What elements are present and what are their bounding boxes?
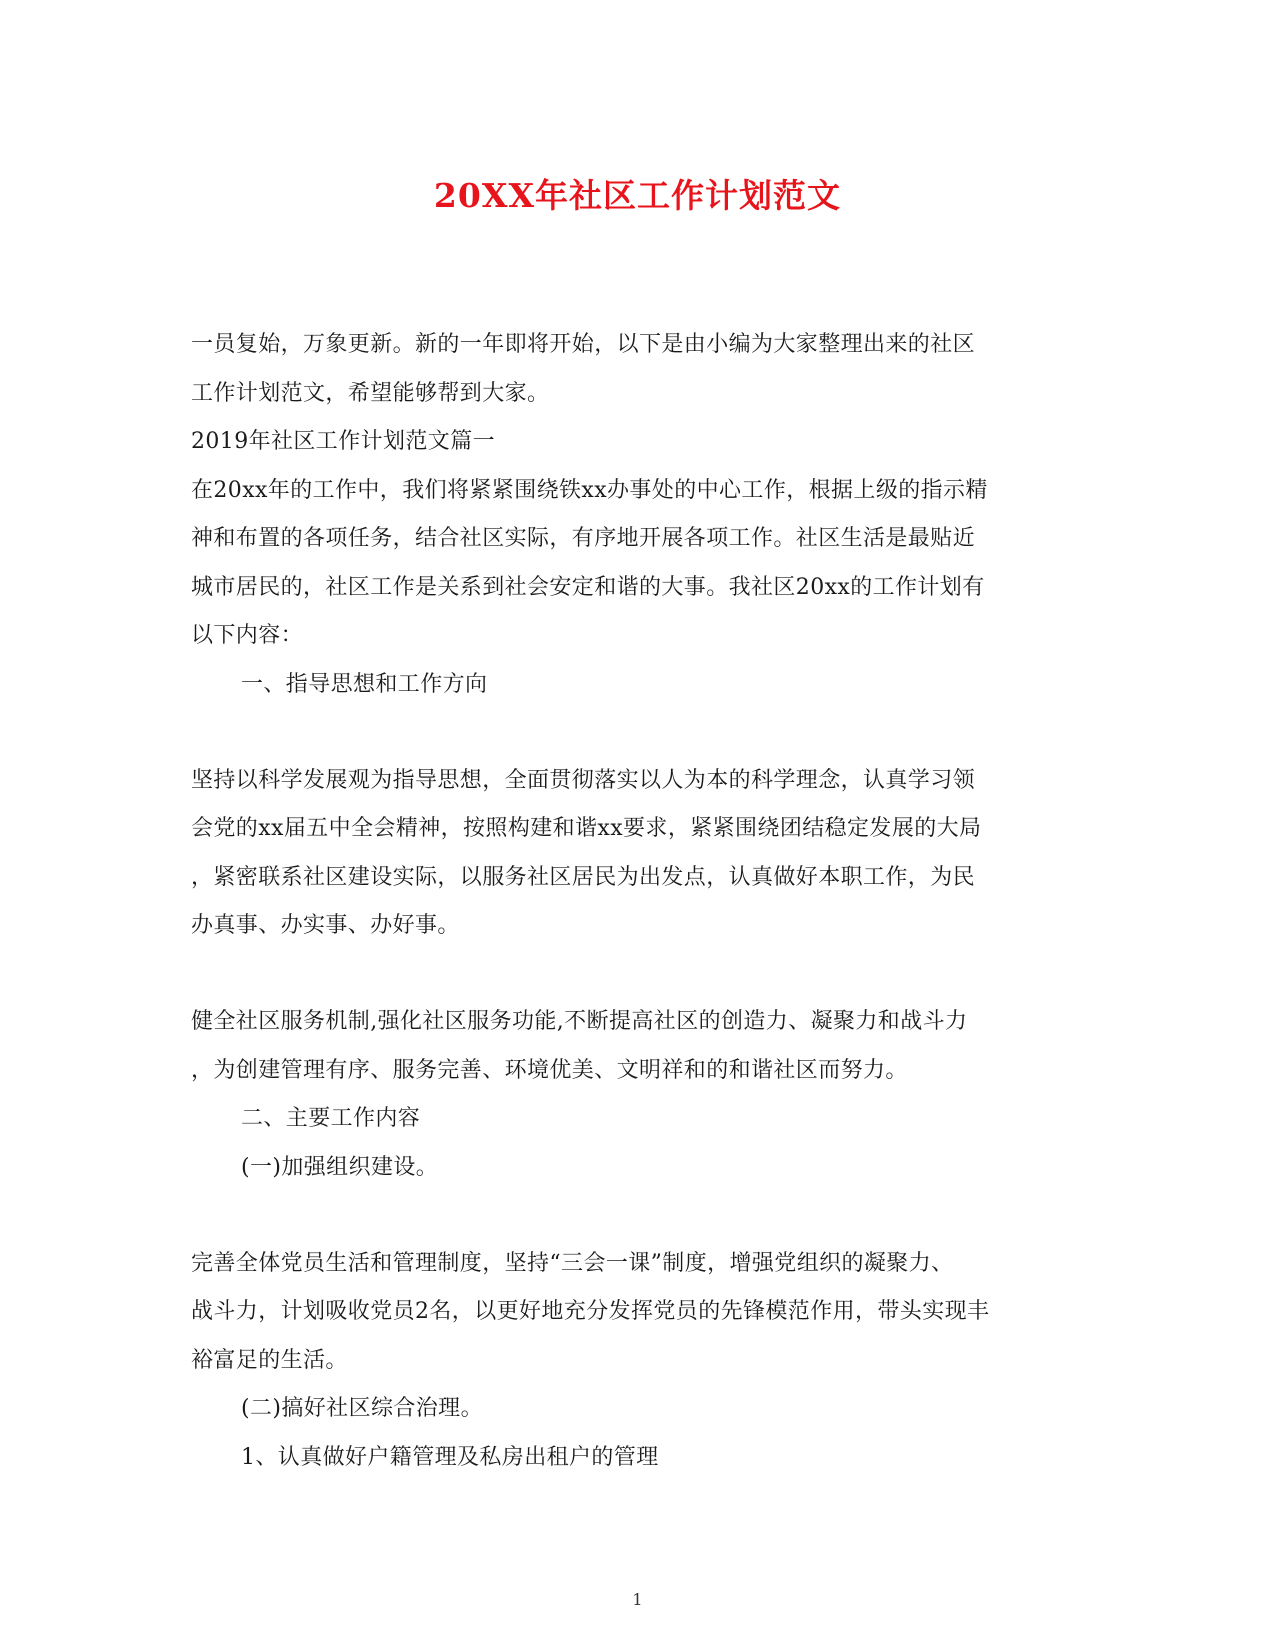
list-item: 1、认真做好户籍管理及私房出租户的管理 — [241, 1444, 659, 1470]
paragraph-line: 坚持以科学发展观为指导思想，全面贯彻落实以人为本的科学理念，认真学习领 — [191, 767, 976, 793]
paragraph-line: 工作计划范文，希望能够帮到大家。 — [191, 380, 550, 406]
page-number: 1 — [632, 1590, 643, 1609]
document-title: 20XX年社区工作计划范文 — [433, 176, 842, 215]
paragraph-line: 城市居民的，社区工作是关系到社会安定和谐的大事。我社区20xx的工作计划有 — [191, 574, 985, 600]
paragraph-line: 在20xx年的工作中，我们将紧紧围绕铁xx办事处的中心工作，根据上级的指示精 — [191, 477, 988, 503]
paragraph-line: 战斗力，计划吸收党员2名，以更好地充分发挥党员的先锋模范作用，带头实现丰 — [191, 1299, 990, 1324]
paragraph-line: 神和布置的各项任务，结合社区实际，有序地开展各项工作。社区生活是最贴近 — [191, 526, 976, 551]
paragraph-line: 办真事、办实事、办好事。 — [191, 913, 460, 938]
paragraph-line: 健全社区服务机制,强化社区服务功能,不断提高社区的创造力、凝聚力和战斗力 — [191, 1009, 968, 1034]
section-heading: 一、指导思想和工作方向 — [241, 671, 488, 697]
section-heading: 二、主要工作内容 — [241, 1106, 421, 1131]
subsection-heading: (一)加强组织建设。 — [241, 1154, 439, 1180]
section-heading: 2019年社区工作计划范文篇一 — [191, 429, 495, 454]
paragraph-line: 会党的xx届五中全会精神，按照构建和谐xx要求，紧紧围绕团结稳定发展的大局 — [191, 816, 982, 841]
paragraph-line: 完善全体党员生活和管理制度，坚持“三会一课”制度，增强党组织的凝聚力、 — [191, 1250, 954, 1276]
paragraph-line: ，紧密联系社区建设实际，以服务社区居民为出发点，认真做好本职工作，为民 — [191, 864, 976, 890]
paragraph-line: 一员复始，万象更新。新的一年即将开始，以下是由小编为大家整理出来的社区 — [191, 332, 976, 357]
paragraph-line: 以下内容： — [191, 623, 304, 648]
document-body — [191, 333, 1081, 1470]
subsection-heading: (二)搞好社区综合治理。 — [241, 1396, 483, 1421]
paragraph-line: ，为创建管理有序、服务完善、环境优美、文明祥和的和谐社区而努力。 — [191, 1057, 908, 1083]
paragraph-line: 裕富足的生活。 — [191, 1347, 348, 1373]
